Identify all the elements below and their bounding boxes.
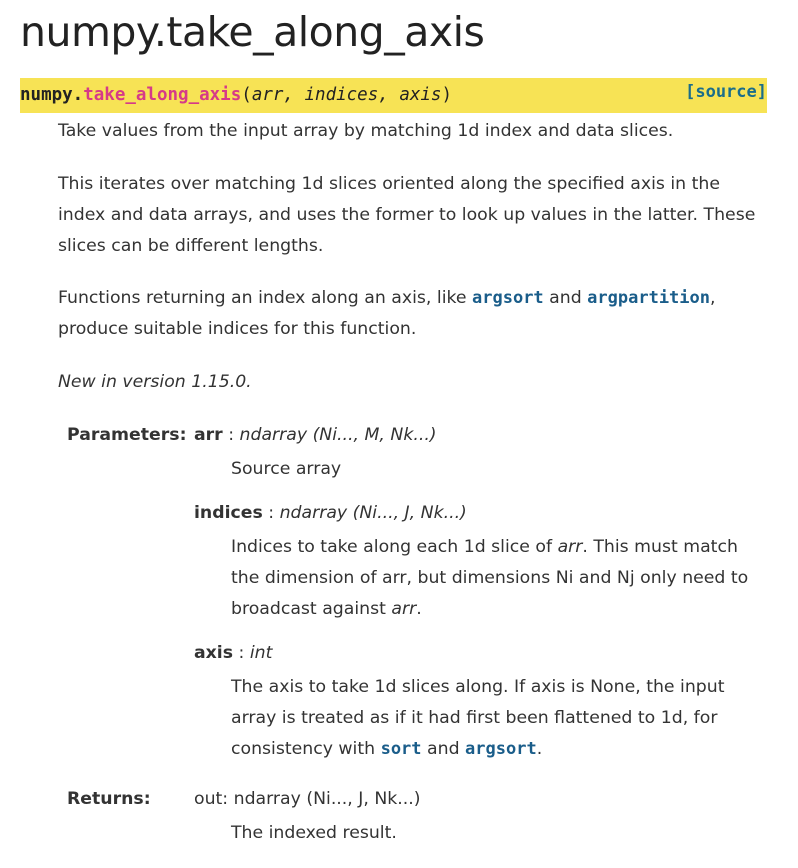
signature-args: arr, indices, axis bbox=[251, 85, 442, 105]
param-axis-header bbox=[194, 643, 272, 663]
summary-text: Take values from the input array by matching 1d index and data slices. bbox=[58, 121, 674, 141]
function-signature bbox=[20, 78, 767, 113]
functions-note-middle: and bbox=[543, 288, 588, 308]
param-axis-desc-before: The axis to take 1d slices along. If axis is None, the input array is treated as if it had first been flattened to 1d, for consistency with bbox=[231, 677, 725, 759]
param-axis-type: int bbox=[249, 643, 273, 663]
signature-function-name: take_along_axis bbox=[83, 85, 242, 105]
signature-open-paren: ( bbox=[241, 85, 252, 105]
returns-desc: The indexed result. bbox=[231, 823, 397, 843]
signature-module: numpy. bbox=[20, 85, 84, 105]
param-axis-desc bbox=[231, 672, 771, 765]
argsort-link[interactable]: argsort bbox=[472, 288, 544, 308]
signature-close-paren: ) bbox=[441, 85, 453, 105]
description-text: This iterates over matching 1d slices oriented along the specified axis in the index and data arrays, and uses the former to look up values in the latter. These slices can be different lengths. bbox=[58, 174, 756, 256]
sort-link[interactable]: sort bbox=[380, 739, 422, 759]
functions-note-paragraph bbox=[58, 283, 758, 345]
param-indices-sep: : bbox=[262, 503, 280, 523]
description-paragraph bbox=[58, 169, 768, 262]
param-indices-desc-after: . bbox=[416, 599, 422, 619]
param-indices-desc-em2: arr bbox=[391, 599, 417, 619]
param-arr-name: arr bbox=[194, 425, 223, 445]
param-axis-desc-after: . bbox=[536, 739, 543, 759]
source-link[interactable]: [source] bbox=[685, 82, 767, 102]
param-arr-desc: Source array bbox=[231, 459, 342, 479]
param-indices-desc bbox=[231, 532, 771, 625]
param-indices-name: indices bbox=[194, 503, 263, 523]
param-indices-desc-middle: . This must match the dimension of arr, but dimensions Ni and Nj only need to broadcast against bbox=[231, 537, 749, 619]
param-arr-sep: : bbox=[222, 425, 240, 445]
param-indices-type: ndarray (Ni..., J, Nk...) bbox=[279, 503, 467, 523]
param-axis-sep: : bbox=[233, 643, 250, 663]
returns-label: Returns: bbox=[67, 789, 151, 809]
param-indices-desc-em1: arr bbox=[557, 537, 583, 557]
page-title: numpy.take_along_axis bbox=[20, 8, 485, 56]
param-indices-header bbox=[194, 503, 467, 523]
param-indices-desc-before: Indices to take along each 1d slice of bbox=[231, 537, 558, 557]
param-arr-type: ndarray (Ni..., M, Nk...) bbox=[239, 425, 437, 445]
param-axis-name: axis bbox=[194, 643, 234, 663]
param-axis-desc-middle: and bbox=[421, 739, 466, 759]
argpartition-link[interactable]: argpartition bbox=[587, 288, 710, 308]
argsort-link-2[interactable]: argsort bbox=[465, 739, 537, 759]
functions-note-before: Functions returning an index along an axis, like bbox=[58, 288, 473, 308]
parameters-label: Parameters: bbox=[67, 425, 187, 445]
version-note: New in version 1.15.0. bbox=[58, 372, 252, 392]
returns-name: out: ndarray (Ni..., J, Nk...) bbox=[194, 789, 421, 809]
param-arr-header bbox=[194, 425, 437, 445]
summary-paragraph bbox=[58, 116, 778, 147]
functions-note-after: , produce suitable indices for this function. bbox=[58, 288, 716, 339]
